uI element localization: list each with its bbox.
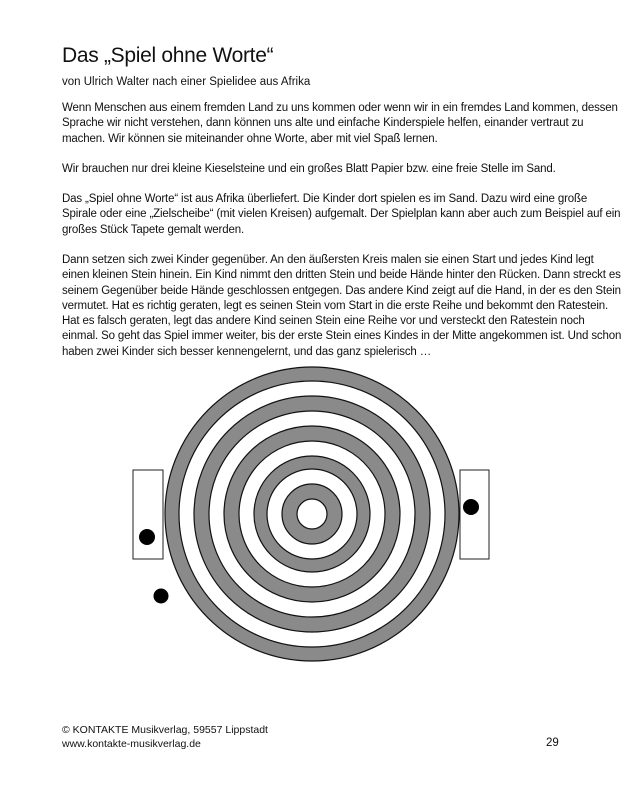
page-title: Das „Spiel ohne Worte“ — [62, 44, 274, 67]
paragraph-rules: Dann setzen sich zwei Kinder gegenüber. An den äußersten Kreis malen sie einen Start und jedes Kind legt einen kleinen Stein hinein. Ein Kind nimmt den dritten Stein und beide Hände hinter den Rücken. Dann streckt es seinem Gegenüber beide Hände geschlossen entgegen. Das andere Kind zeigt auf die Hand, in der es den Stein vermutet. Hat es richtig geraten, legt es seinen Stein vom Start in die erste Reihe und bekommt den Ratestein. Hat es falsch geraten, legt das andere Kind seinen Stein eine Reihe vor und versteckt den Ratestein noch einmal. So geht das Spiel immer weiter, bis der erste Stein eines Kindes in der Mitte angekommen ist. Und schon haben zwei Kinder sich besser kennengelernt, und das ganz spielerisch … — [62, 254, 622, 358]
start-box-left — [133, 470, 163, 559]
paragraph-intro: Wenn Menschen aus einem fremden Land zu uns kommen oder wenn wir in ein fremdes Land kommen, dessen Sprache wir nicht verstehen, dann können uns alte und einfache Kinderspiele helfen, einander vertraut zu machen. Wir können sie miteinander ohne Worte, aber mit viel Spaß lernen. — [62, 102, 618, 145]
paragraph-origin: Das „Spiel ohne Worte“ ist aus Afrika überliefert. Die Kinder dort spielen es im Sand. Dazu wird eine große Spirale oder eine „Zielscheibe“ (mit vielen Kreisen) aufgemalt. Der Spielplan kann aber auch zum Beispiel auf ein großes Stück Tapete gemalt werden. — [62, 193, 621, 236]
stone-left — [139, 529, 155, 545]
ring-white — [297, 499, 327, 529]
author-line: von Ulrich Walter nach einer Spielidee aus Afrika — [62, 76, 311, 88]
footer — [62, 723, 268, 751]
copyright-text: © KONTAKTE Musikverlag, 59557 Lippstadt — [62, 724, 268, 736]
concentric-rings — [165, 367, 459, 661]
page-number: 29 — [546, 737, 559, 749]
start-box-right — [460, 470, 489, 559]
guess-stone — [154, 589, 169, 604]
stone-right — [463, 499, 479, 515]
paragraph-materials: Wir brauchen nur drei kleine Kieselsteine und ein großes Blatt Papier bzw. eine freie Stelle im Sand. — [62, 163, 556, 175]
website-link[interactable]: www.kontakte-musikverlag.de — [62, 738, 201, 750]
